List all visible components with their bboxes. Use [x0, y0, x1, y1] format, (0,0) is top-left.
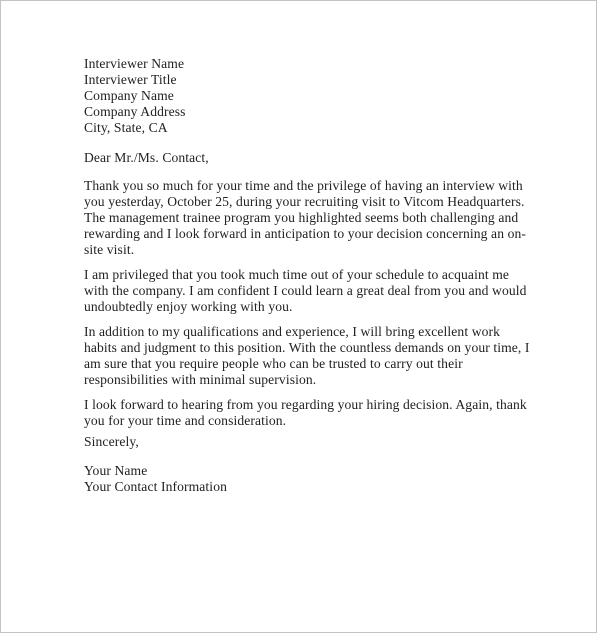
- recipient-company-address: Company Address: [84, 104, 186, 119]
- letter-paragraph: I look forward to hearing from you regarding your hiring decision. Again, thank you for your time and consideration.: [84, 397, 527, 428]
- signature-contact-info: Your Contact Information: [84, 479, 227, 494]
- letter-paragraph: Thank you so much for your time and the privilege of having an interview with you yesterday, October 25, during your recruiting visit to Vitcom Headquarters. The management trainee program you highlighted seems both challenging and rewarding and I look forward in anticipation to your decision concerning an on-site visit.: [84, 178, 527, 257]
- recipient-title: Interviewer Title: [84, 72, 177, 87]
- recipient-city-state: City, State, CA: [84, 120, 168, 135]
- letter-paragraph: In addition to my qualifications and experience, I will bring excellent work habits and judgment to this position. With the countless demands on your time, I am sure that you require people who can be trusted to carry out their responsibilities with minimal supervision.: [84, 324, 530, 387]
- signature-name: Your Name: [84, 463, 148, 478]
- recipient-address-block: [84, 56, 534, 136]
- recipient-company-name: Company Name: [84, 88, 174, 103]
- closing: Sincerely,: [84, 434, 139, 449]
- letter-paragraph: I am privileged that you took much time out of your schedule to acquaint me with the company. I am confident I could learn a great deal from you and would undoubtedly enjoy working with you.: [84, 267, 527, 314]
- signature-block: [84, 463, 534, 495]
- salutation: Dear Mr./Ms. Contact,: [84, 150, 209, 165]
- letter-body: [84, 56, 534, 495]
- recipient-name: Interviewer Name: [84, 56, 185, 71]
